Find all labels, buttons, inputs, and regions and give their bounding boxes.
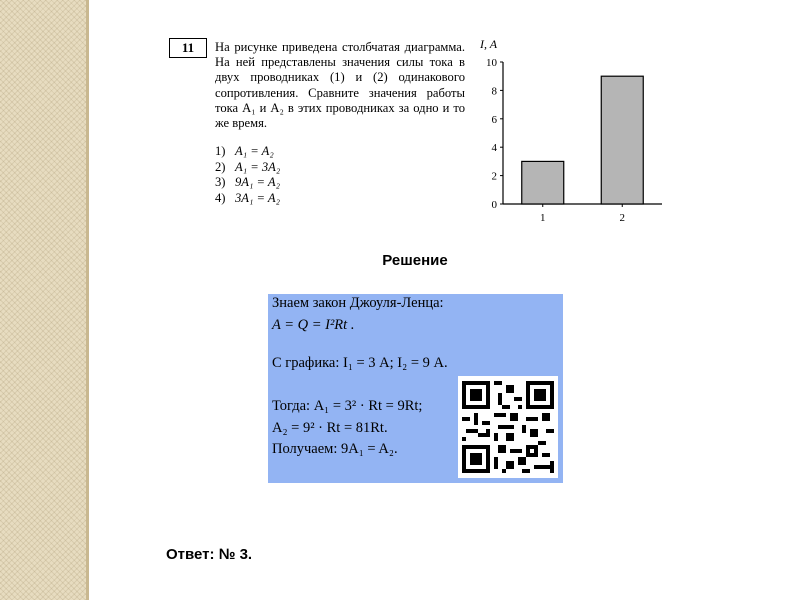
- option-1: 1) A₁ = A₂: [215, 144, 274, 158]
- solution-line: A = Q = I²Rt .: [272, 317, 355, 333]
- answer-options: [215, 144, 280, 206]
- task-number: 11: [169, 38, 207, 58]
- answer-text: Ответ: № 3.: [166, 546, 253, 563]
- option-4: 4) 3A₁ = A₂: [215, 190, 281, 205]
- y-axis-label: I, A: [480, 37, 498, 51]
- y-tick-label: 0: [491, 199, 497, 211]
- decorative-side-panel: [0, 0, 86, 600]
- solution-line: Знаем закон Джоуля-Ленца:: [272, 295, 444, 311]
- option-2: 2) A₁ = 3A₂: [215, 159, 281, 174]
- solution-heading: Решение: [382, 252, 448, 269]
- solution-line: Тогда: A₁ = 3² · Rt = 9Rt;: [272, 398, 423, 414]
- solution-box: [268, 294, 563, 483]
- solution-line: С графика: I₁ = 3 А; I₂ = 9 А.: [272, 355, 448, 371]
- task-text: На рисунке приведена столбчатая диаграмма. На ней представлены значения силы тока в двух проводниках (1) и (2) одинакового сопротивления. Сравните значения работы тока A₁ и A₂ в этих проводниках за одно и то же время.: [215, 40, 465, 131]
- solution-line: A₂ = 9² · Rt = 81Rt.: [272, 420, 388, 436]
- bar-2: [601, 76, 643, 204]
- x-tick-label: 2: [619, 212, 625, 224]
- bar-1: [522, 161, 564, 204]
- y-tick-label: 4: [491, 142, 497, 155]
- qr-code-icon: [458, 376, 558, 478]
- y-tick-label: 6: [491, 113, 497, 126]
- y-tick-label: 8: [491, 85, 497, 98]
- side-panel-border: [86, 0, 89, 600]
- solution-line: Получаем: 9A₁ = A₂.: [272, 441, 398, 457]
- current-bar-chart: [470, 36, 670, 226]
- y-tick-label: 10: [486, 57, 497, 69]
- option-3: 3) 9A₁ = A₂: [215, 175, 281, 189]
- y-tick-label: 2: [491, 170, 497, 183]
- x-tick-label: 1: [540, 212, 546, 224]
